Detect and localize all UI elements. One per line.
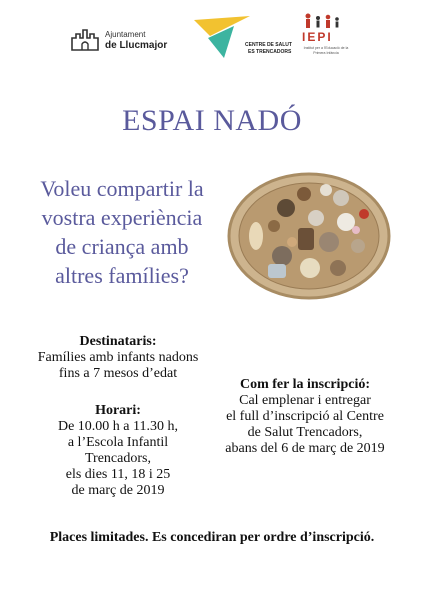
- schedule-line: De 10.00 h a 11.30 h,: [57, 419, 179, 434]
- schedule-line: a l’Escola Infantil: [67, 435, 169, 450]
- recipients-section: [18, 334, 218, 382]
- recipients-line: fins a 7 mesos d’edat: [58, 366, 178, 381]
- family-figures-icon: [302, 12, 342, 30]
- centre-label-line1: CENTRE DE SALUT: [245, 42, 292, 48]
- limited-places-notice: Places limitades. Es concediran per ordre d’inscripció.: [49, 530, 375, 545]
- municipality-label: de Llucmajor: [105, 40, 168, 51]
- schedule-line: els dies 11, 18 i 25: [65, 467, 171, 482]
- question-line: de criança amb: [55, 234, 189, 259]
- recipients-line: Famílies amb infants nadons: [37, 350, 199, 365]
- centre-label-line2: ES TRENCADORS: [248, 49, 292, 55]
- schedule-line: de març de 2019: [71, 483, 165, 498]
- registration-line: de Salut Trencadors,: [247, 425, 363, 440]
- question-line: Voleu compartir la: [40, 176, 204, 201]
- recipients-heading: Destinataris:: [79, 334, 157, 349]
- schedule-line: Trencadors,: [85, 451, 151, 466]
- centre-salut-mark-icon: [190, 14, 252, 62]
- page-title: ESPAI NADÓ: [122, 104, 302, 137]
- question-line: vostra experiència: [41, 205, 203, 230]
- registration-heading: Com fer la inscripció:: [240, 377, 370, 392]
- schedule-heading: Horari:: [95, 403, 141, 418]
- registration-line: abans del 6 de març de 2019: [225, 441, 385, 456]
- iepi-subtitle: Institut per a l'Educació de la Primera Infància: [303, 46, 349, 55]
- ajuntament-logo: [70, 22, 180, 58]
- schedule-section: [18, 403, 218, 499]
- registration-section: [210, 377, 400, 457]
- centre-salut-logo: [190, 14, 290, 64]
- castle-icon: [70, 26, 100, 52]
- iepi-name: IEPI: [302, 30, 333, 44]
- registration-line: el full d’inscripció al Centre: [226, 409, 384, 424]
- iepi-logo: [296, 12, 356, 64]
- invitation-question: [18, 174, 226, 290]
- registration-line: Cal emplenar i entregar: [239, 393, 371, 408]
- question-line: altres famílies?: [55, 263, 189, 288]
- logo-bar: [0, 12, 424, 64]
- ajuntament-label: Ajuntament: [105, 30, 146, 39]
- basket-of-objects-photo: [226, 164, 392, 302]
